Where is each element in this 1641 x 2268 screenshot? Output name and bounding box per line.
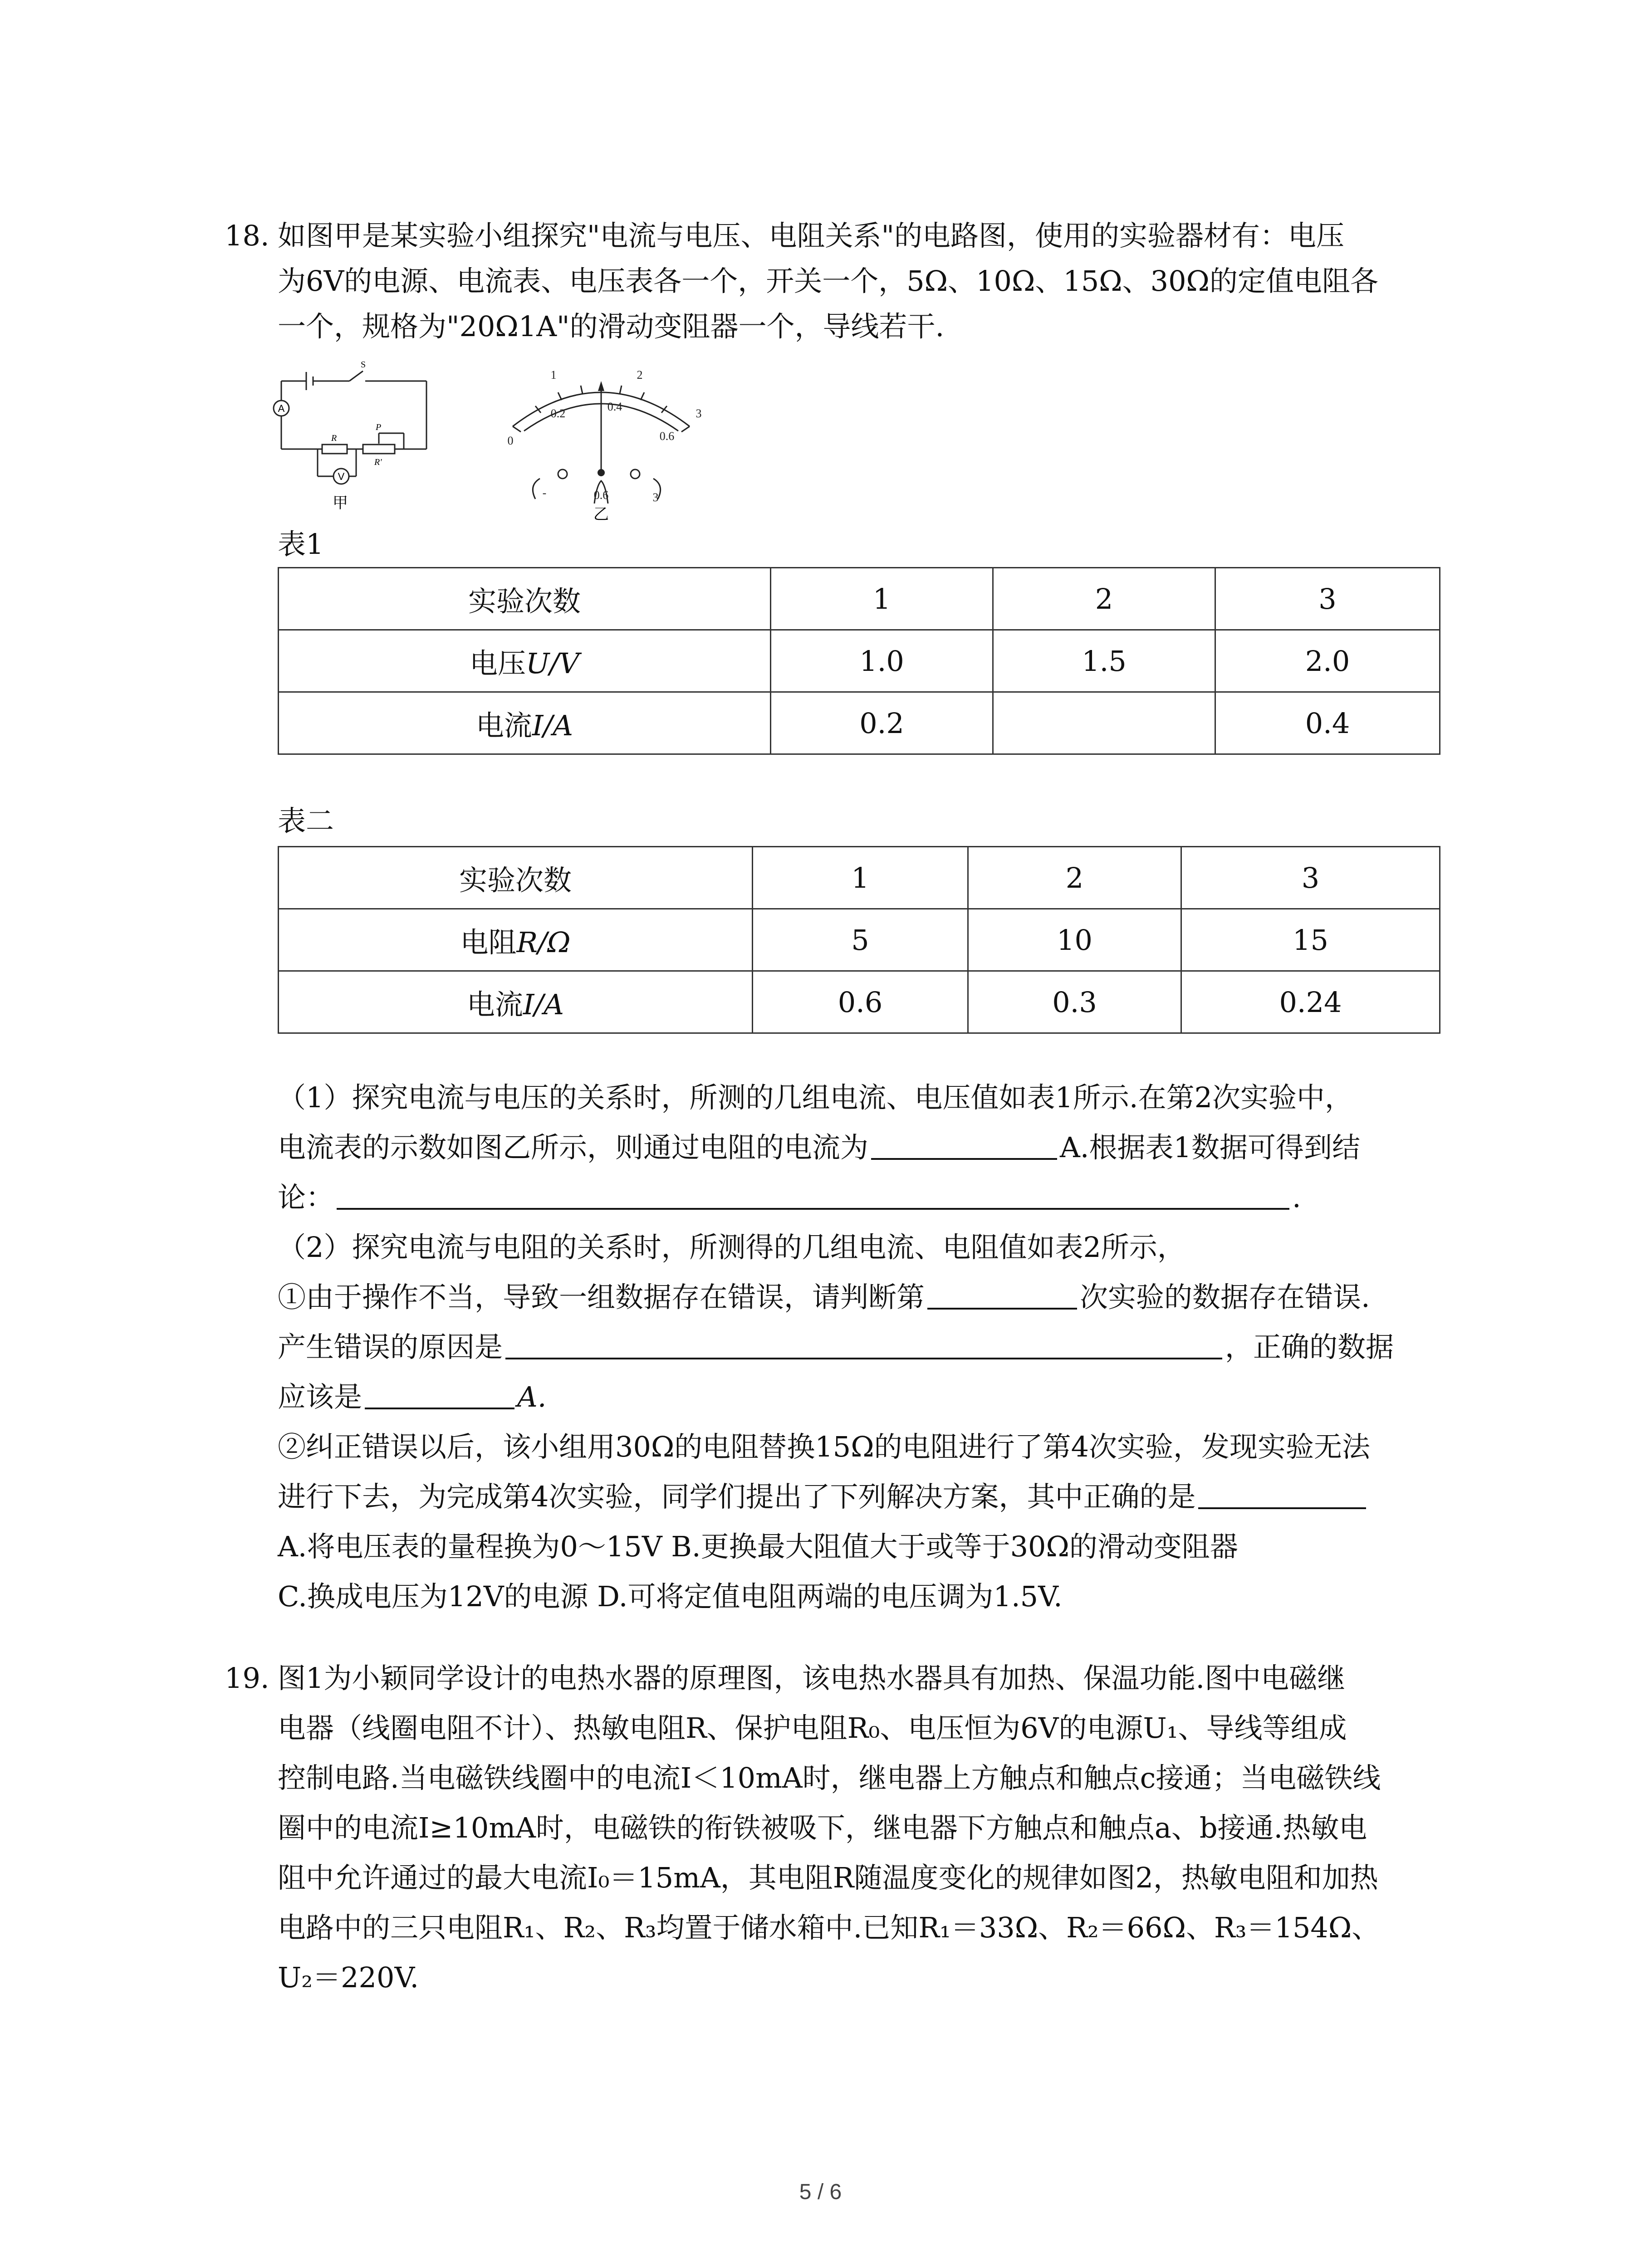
dial-bottom-scale-1: 0.4 — [607, 400, 622, 413]
table2-header-row — [279, 847, 1440, 909]
ammeter-label: A — [278, 403, 285, 414]
dial-terminal-06: 0.6 — [593, 489, 609, 502]
switch-label: S — [361, 360, 366, 370]
table1-cell: 2.0 — [1215, 630, 1440, 692]
table2-header-cell: 1 — [753, 847, 968, 909]
q19-line-3: 控制电路.当电磁铁线圈中的电流I＜10mA时，继电器上方触点和触点c接通；当电磁铁线 — [278, 1761, 1381, 1794]
table2-cell: 0.24 — [1181, 971, 1440, 1033]
table1-cell: 1.5 — [993, 630, 1215, 692]
table1-header-cell: 2 — [993, 568, 1215, 630]
answer-blank-solution[interactable] — [1198, 1479, 1366, 1509]
q18-part1-line-2: 电流表的示数如图乙所示，则通过电阻的电流为 A.根据表1数据可得到结 — [278, 1131, 1360, 1164]
table2-header-cell: 2 — [968, 847, 1181, 909]
page-number: 5 / 6 — [799, 2180, 842, 2204]
dial-top-scale-2: 2 — [637, 368, 643, 381]
ammeter-dial-yi — [485, 349, 721, 522]
table1-row-current — [279, 692, 1440, 754]
table2-row-label: 电流I/A — [279, 971, 753, 1033]
q18-part2-line-4: 应该是 A. — [278, 1380, 547, 1413]
q18-part2-line-6: 进行下去，为完成第4次实验，同学们提出了下列解决方案，其中正确的是 — [278, 1479, 1369, 1515]
q18-part2-line-2: ①由于操作不当，导致一组数据存在错误，请判断第 次实验的数据存在错误. — [278, 1281, 1370, 1314]
table1-header-row — [279, 568, 1440, 630]
table1-cell — [993, 692, 1215, 754]
dial-terminal-3: 3 — [652, 491, 659, 504]
question-18-number: 18. — [225, 219, 269, 252]
table2-cell: 0.3 — [968, 971, 1181, 1033]
table1-header-cell: 3 — [1215, 568, 1440, 630]
q19-line-2: 电器（线圈电阻不计）、热敏电阻R、保护电阻R₀、电压恒为6V的电源U₁、导线等组成 — [278, 1711, 1347, 1745]
question-19-number: 19. — [225, 1662, 269, 1695]
q19-line-4: 圈中的电流I≥10mA时，电磁铁的衔铁被吸下，继电器下方触点和触点a、b接通.热敏电 — [278, 1811, 1367, 1844]
dial-bottom-scale-2: 0.6 — [659, 430, 675, 443]
q18-part2-line-1: （2）探究电流与电阻的关系时，所测得的几组电流、电阻值如表2所示， — [278, 1231, 1185, 1264]
figure-yi-label: 乙 — [593, 505, 609, 522]
slider-label: P — [376, 422, 382, 432]
table1-caption: 表1 — [278, 528, 324, 561]
table1-row-label: 电压U/V — [279, 630, 771, 692]
q18-part1-line-1: （1）探究电流与电压的关系时，所测的几组电流、电压值如表1所示.在第2次实验中， — [278, 1081, 1353, 1114]
q19-line-6: 电路中的三只电阻R₁、R₂、R₃均置于储水箱中.已知R₁＝33Ω、R₂＝66Ω、R₃＝154Ω、 — [278, 1911, 1380, 1944]
table2 — [278, 846, 1440, 1034]
dial-bottom-scale-0: 0.2 — [550, 407, 566, 420]
table2-cell: 5 — [753, 909, 968, 971]
q19-line-5: 阻中允许通过的最大电流I₀＝15mA，其电阻R随温度变化的规律如图2，热敏电阻和加热 — [278, 1861, 1378, 1894]
resistor-label: R — [331, 433, 337, 443]
q18-part2-options-ab: A.将电压表的量程换为0～15V B.更换最大阻值大于或等于30Ω的滑动变阻器 — [278, 1530, 1238, 1563]
table1-row-voltage — [279, 630, 1440, 692]
table2-row-current — [279, 971, 1440, 1033]
table2-header-cell: 3 — [1181, 847, 1440, 909]
voltmeter-label: V — [338, 471, 345, 482]
q18-part2-line-5: ②纠正错误以后，该小组用30Ω的电阻替换15Ω的电阻进行了第4次实验，发现实验无法 — [278, 1430, 1371, 1463]
table2-cell: 15 — [1181, 909, 1440, 971]
table1-cell: 0.2 — [771, 692, 993, 754]
q18-part1-line-3: 论： . — [278, 1181, 1301, 1214]
figure-jia-label: 甲 — [333, 494, 348, 512]
table2-cell: 10 — [968, 909, 1181, 971]
q18-part2-line-3: 产生错误的原因是 ，正确的数据 — [278, 1330, 1394, 1364]
circuit-diagram-jia — [272, 354, 463, 513]
answer-blank-trial-number[interactable] — [927, 1280, 1077, 1310]
q18-intro-line-1: 如图甲是某实验小组探究"电流与电压、电阻关系"的电路图，使用的实验器材有：电压 — [278, 219, 1345, 252]
table2-caption: 表二 — [278, 804, 334, 837]
table1-cell: 0.4 — [1215, 692, 1440, 754]
dial-top-scale-1: 1 — [550, 368, 557, 381]
table1-header-cell: 1 — [771, 568, 993, 630]
rheostat-label: R' — [374, 457, 382, 467]
answer-blank-current[interactable] — [871, 1130, 1057, 1160]
dial-terminal-neg: - — [542, 486, 547, 499]
table2-row-label: 电阻R/Ω — [279, 909, 753, 971]
q18-intro-line-3: 一个，规格为"20Ω1A"的滑动变阻器一个，导线若干. — [278, 310, 945, 343]
table1-row-label: 电流I/A — [279, 692, 771, 754]
table1-header-cell: 实验次数 — [279, 568, 771, 630]
table1-cell: 1.0 — [771, 630, 993, 692]
dial-top-scale-3: 3 — [696, 407, 702, 420]
table1 — [278, 567, 1440, 755]
q18-part2-options-cd: C.换成电压为12V的电源 D.可将定值电阻两端的电压调为1.5V. — [278, 1580, 1063, 1613]
q19-line-7: U₂＝220V. — [278, 1961, 419, 1994]
dial-top-scale-0: 0 — [507, 434, 514, 447]
q18-intro-line-2: 为6V的电源、电流表、电压表各一个，开关一个，5Ω、10Ω、15Ω、30Ω的定值电阻各 — [278, 264, 1378, 298]
q19-line-1: 图1为小颖同学设计的电热水器的原理图，该电热水器具有加热、保温功能.图中电磁继 — [278, 1662, 1346, 1695]
answer-blank-correct-value[interactable] — [365, 1379, 514, 1409]
table2-row-resistance — [279, 909, 1440, 971]
answer-blank-error-reason[interactable] — [505, 1330, 1222, 1359]
answer-blank-conclusion[interactable] — [337, 1180, 1289, 1210]
table2-header-cell: 实验次数 — [279, 847, 753, 909]
table2-cell: 0.6 — [753, 971, 968, 1033]
